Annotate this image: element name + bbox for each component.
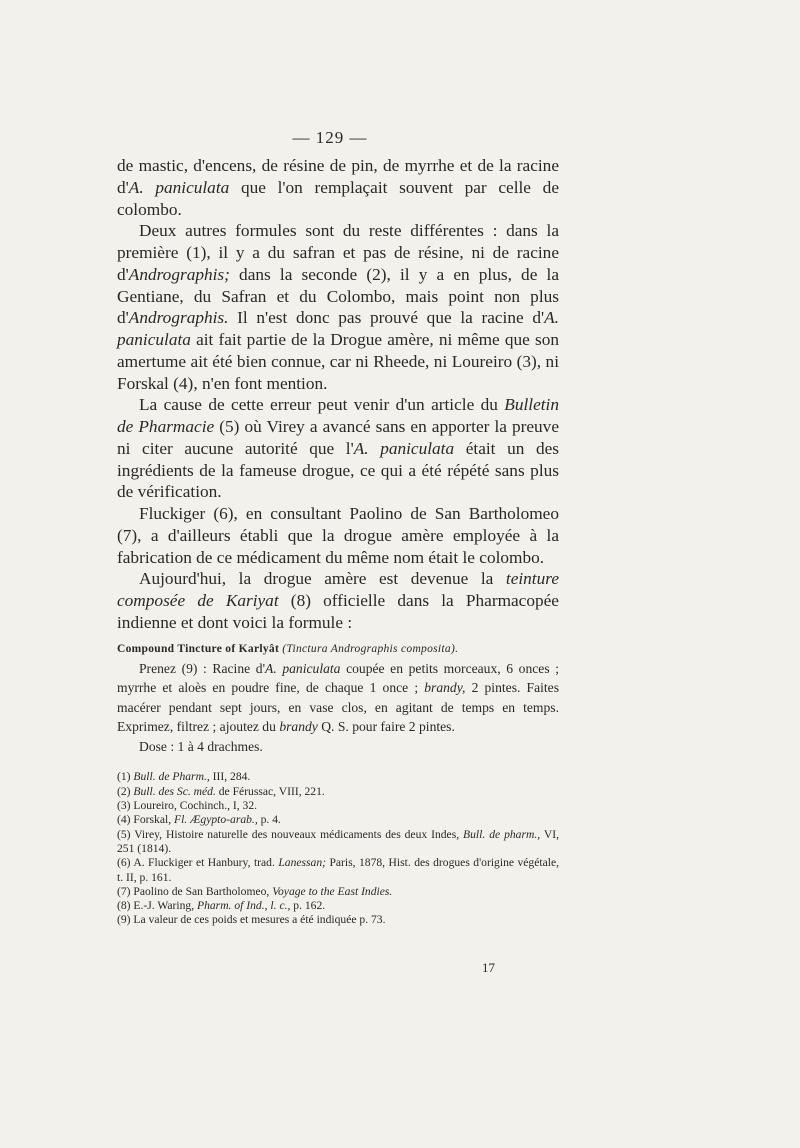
italic-text: Lanessan; bbox=[278, 856, 326, 870]
page-number: — 129 — bbox=[292, 128, 368, 147]
italic-text: A. paniculata bbox=[265, 660, 341, 676]
text-run: (3) Loureiro, Cochinch., I, 32. bbox=[117, 799, 258, 813]
text-run: p. 162. bbox=[290, 899, 326, 913]
footnote bbox=[117, 885, 559, 899]
italic-text: brandy bbox=[279, 719, 318, 735]
text-run: p. 4. bbox=[257, 813, 281, 827]
footnotes bbox=[117, 770, 559, 927]
text-run: (1) bbox=[117, 770, 134, 784]
text-run: III, 284. bbox=[209, 770, 251, 784]
text-run: Dose : 1 à 4 drachmes. bbox=[139, 738, 263, 754]
recipe-title-latin: (Tinctura Andrographis composita). bbox=[282, 642, 459, 655]
italic-text: Voyage to the East Indies. bbox=[272, 884, 393, 898]
recipe-title-en: Compound Tincture of Karlyât bbox=[117, 642, 280, 655]
main-text bbox=[117, 155, 559, 928]
recipe-lines bbox=[117, 659, 559, 757]
body-paragraphs bbox=[117, 155, 559, 634]
italic-text: Bull. de Pharm., bbox=[133, 770, 210, 784]
signature-mark: 17 bbox=[482, 960, 495, 975]
italic-text: Bull. de pharm., bbox=[463, 827, 541, 841]
recipe-title bbox=[117, 643, 559, 655]
text-run: (5) Virey, Histoire naturelle des nouveaux médicaments des deux Indes, bbox=[117, 827, 464, 841]
text-run: Fluckiger (6), en consultant Paolino de San Bartholomeo (7), a d'ailleurs établi que la drogue amère employée à la fabrication de ce médicament du même nom était le colombo. bbox=[117, 504, 559, 567]
recipe-line bbox=[117, 737, 559, 757]
footnote bbox=[117, 813, 559, 827]
text-run: La cause de cette erreur peut venir d'un article du bbox=[139, 395, 505, 415]
paragraph bbox=[117, 155, 559, 220]
footnote bbox=[117, 828, 559, 857]
italic-text: A. paniculata bbox=[117, 308, 559, 349]
recipe-line bbox=[117, 659, 559, 737]
text-run: était un des ingrédients de la fameuse drogue, ce qui a été répété sans plus de vérification. bbox=[117, 438, 559, 502]
text-run: de Férussac, VIII, 221. bbox=[215, 784, 325, 798]
text-run: Il n'est donc pas prouvé que la racine d' bbox=[228, 308, 545, 328]
text-run: (7) Paolino de San Bartholomeo, bbox=[117, 884, 273, 898]
text-run: (2) bbox=[117, 784, 134, 798]
footnote bbox=[117, 799, 559, 813]
paragraph bbox=[117, 568, 559, 633]
footnote bbox=[117, 856, 559, 885]
paragraph bbox=[117, 220, 559, 394]
text-run: Deux autres formules sont du reste différentes : dans la première (1), il y a du safran et pas de résine, ni de racine d' bbox=[117, 221, 559, 284]
text-run: Aujourd'hui, la drogue amère est devenue la bbox=[139, 569, 506, 589]
italic-text: Fl. Ægypto-arab., bbox=[174, 813, 258, 827]
text-run: que l'on remplaçait souvent par celle de colombo. bbox=[117, 177, 559, 219]
text-run: Prenez (9) : Racine d' bbox=[139, 660, 266, 676]
text-run: ait fait partie de la Drogue amère, ni même que son amertume ait été bien connue, car ni Rheede, ni Loureiro (3), ni Forskal (4), n'en font mention. bbox=[117, 330, 559, 393]
text-run: (9) La valeur de ces poids et mesures a été indiquée p. 73. bbox=[117, 913, 386, 927]
text-run: (8) officielle dans la Pharmacopée indienne et dont voici la formule : bbox=[117, 591, 559, 632]
text-run: coupée en petits morceaux, 6 onces ; myrrhe et aloès en poudre fine, de chaque 1 once ; bbox=[117, 660, 560, 696]
paragraph bbox=[117, 394, 559, 503]
italic-text: Andrographis; bbox=[128, 264, 230, 284]
italic-text: A. paniculata bbox=[128, 177, 230, 197]
footnote bbox=[117, 913, 559, 927]
italic-text: teinture composée de Kariyat bbox=[117, 569, 559, 610]
text-run: (8) E.-J. Waring, bbox=[117, 899, 197, 913]
footnote bbox=[117, 785, 559, 799]
footnote bbox=[117, 899, 559, 913]
italic-text: Bulletin de Pharmacie bbox=[117, 395, 559, 436]
italic-text: brandy, bbox=[424, 680, 466, 696]
text-run: (6) A. Fluckiger et Hanbury, trad. bbox=[117, 856, 279, 870]
footnote bbox=[117, 770, 559, 784]
text-run: dans la seconde (2), il y a en plus, de la Gentiane, du Safran et du Colombo, mais point non plus d' bbox=[117, 264, 559, 328]
italic-text: Andrographis. bbox=[128, 308, 229, 328]
text-run: de mastic, d'encens, de résine de pin, de myrrhe et de la racine d' bbox=[117, 156, 559, 197]
text-run: 2 pintes. Faites macérer pendant sept jours, en vase clos, en agitant de temps en temps. Exprimez, filtrez ; ajoutez du bbox=[117, 680, 559, 735]
text-run: Paris, 1878, Hist. des drogues d'origine végétale, t. II, p. 161. bbox=[117, 856, 559, 884]
text-run: (4) Forskal, bbox=[117, 813, 174, 827]
text-run: Q. S. pour faire 2 pintes. bbox=[317, 719, 455, 735]
italic-text: A. paniculata bbox=[353, 438, 455, 458]
italic-text: Pharm. of Ind., l. c., bbox=[197, 899, 291, 913]
paragraph bbox=[117, 503, 559, 568]
text-run: VI, 251 (1814). bbox=[117, 827, 559, 855]
italic-text: Bull. des Sc. méd. bbox=[133, 784, 216, 798]
text-run: (5) où Virey a avancé sans en apporter la preuve ni citer aucune autorité que l' bbox=[117, 417, 559, 458]
